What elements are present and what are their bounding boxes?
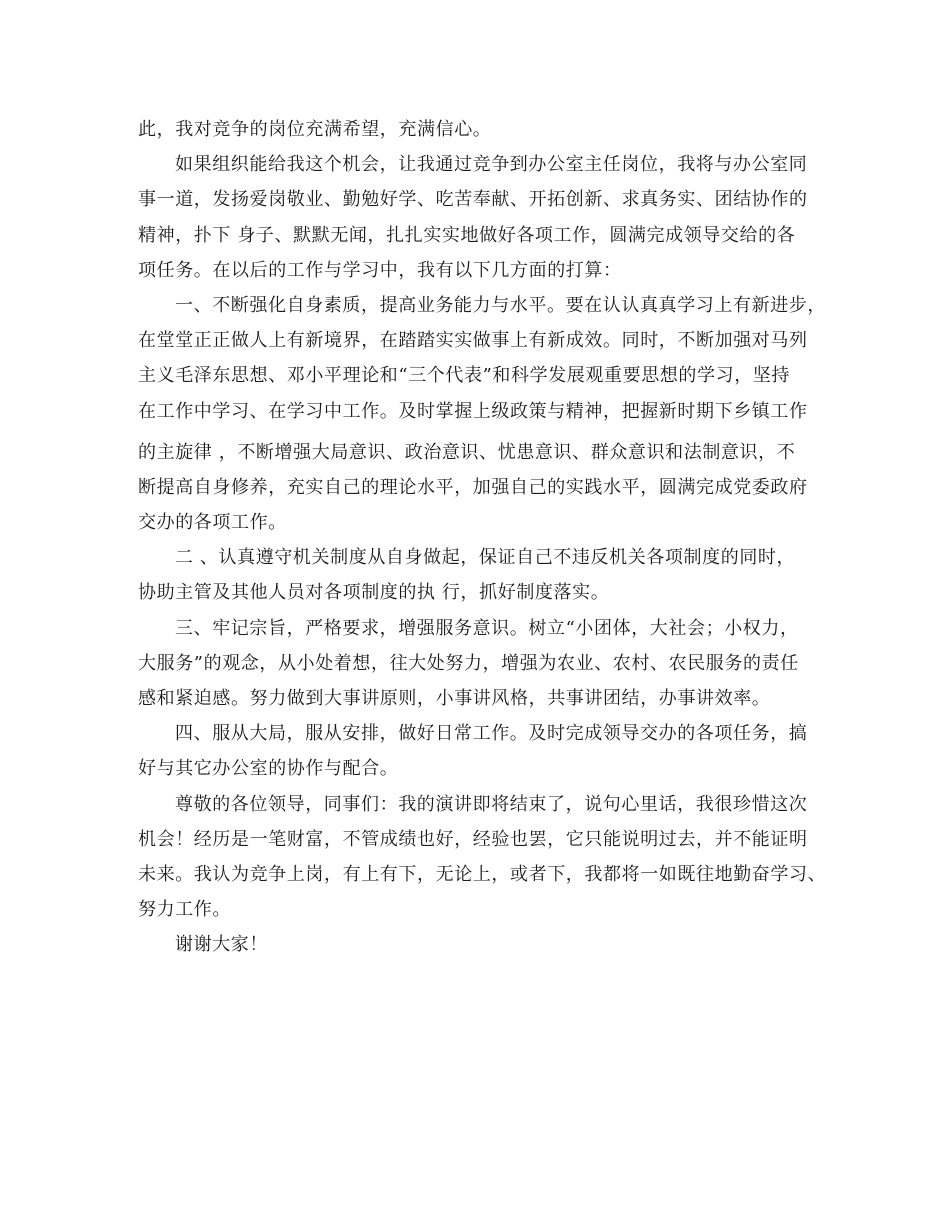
paragraph-point-two — [138, 540, 826, 610]
text-line: 精神，扑下 身子、默默无闻，扎扎实实地做好各项工作，圆满完成领导交给的各 — [138, 224, 796, 246]
text-line: 断提高自身修养，充实自己的理论水平，加强自己的实践水平，圆满完成党委政府 — [138, 476, 808, 498]
text-line: 好与其它办公室的协作与配合。 — [138, 758, 399, 780]
text-line: 谢谢大家！ — [175, 934, 268, 956]
text-line: 未来。我认为竞争上岗，有上有下，无论上，或者下，我都将一如既往地勤奋学习、 — [138, 863, 827, 885]
text-line: 如果组织能给我这个机会，让我通过竞争到办公室主任岗位，我将与办公室同 — [175, 154, 808, 176]
text-line: 感和紧迫感。努力做到大事讲原则，小事讲风格，共事讲团结，办事讲效率。 — [138, 688, 771, 709]
text-line: 的主旋律 ，不断增强大局意识、政治意识、忧患意识、群众意识和法制意识，不 — [138, 441, 796, 463]
text-line: 此，我对竞争的岗位充满希望，充满信心。 — [138, 119, 492, 140]
text-line: 事一道，发扬爱岗敬业、勤勉好学、吃苦奉献、开拓创新、求真务实、团结协作的 — [138, 189, 808, 211]
text-line: 在堂堂正正做人上有新境界，在踏踏实实做事上有新成效。同时，不断加强对马列 — [138, 330, 808, 352]
text-line: 一、不断强化自身素质，提高业务能力与水平。要在认认真真学习上有新进步， — [175, 294, 826, 316]
paragraph-point-three — [138, 611, 826, 717]
paragraph-thanks — [138, 927, 826, 962]
text-line: 交办的各项工作。 — [138, 512, 287, 534]
paragraph-point-one — [138, 288, 826, 540]
text-line: 四、服从大局，服从安排，做好日常工作。及时完成领导交办的各项任务，搞 — [175, 723, 808, 745]
paragraph-point-four — [138, 716, 826, 786]
text-line: 二 、认真遵守机关制度从自身做起，保证自己不违反机关各项制度的同时， — [175, 547, 796, 569]
text-line: 大服务”的观念，从小处着想，往大处努力，增强为农业、农村、农民服务的责任 — [138, 652, 799, 674]
paragraph-closing — [138, 787, 826, 928]
document-body — [138, 112, 826, 963]
text-line: 主义毛泽东思想、邓小平理论和“三个代表”和科学发展观重要思想的学习，坚持 — [138, 365, 791, 387]
text-line: 三、牢记宗旨，严格要求，增强服务意识。树立“小团体，大社会；小权力， — [175, 617, 799, 639]
paragraph-intro — [138, 147, 826, 288]
paragraph-continuation — [138, 112, 826, 147]
text-line: 在工作中学习、在学习中工作。及时掌握上级政策与精神，把握新时期下乡镇工作 — [138, 400, 808, 422]
text-line: 尊敬的各位领导，同事们：我的演讲即将结束了，说句心里话，我很珍惜这次 — [175, 793, 808, 815]
text-line: 项任务。在以后的工作与学习中，我有以下几方面的打算： — [138, 259, 622, 281]
text-line: 努力工作。 — [138, 899, 231, 921]
text-line: 机会！经历是一笔财富，不管成绩也好，经验也罢，它只能说明过去，并不能证明 — [138, 828, 808, 850]
text-line: 协助主管及其他人员对各项制度的执 行，抓好制度落实。 — [138, 582, 610, 604]
